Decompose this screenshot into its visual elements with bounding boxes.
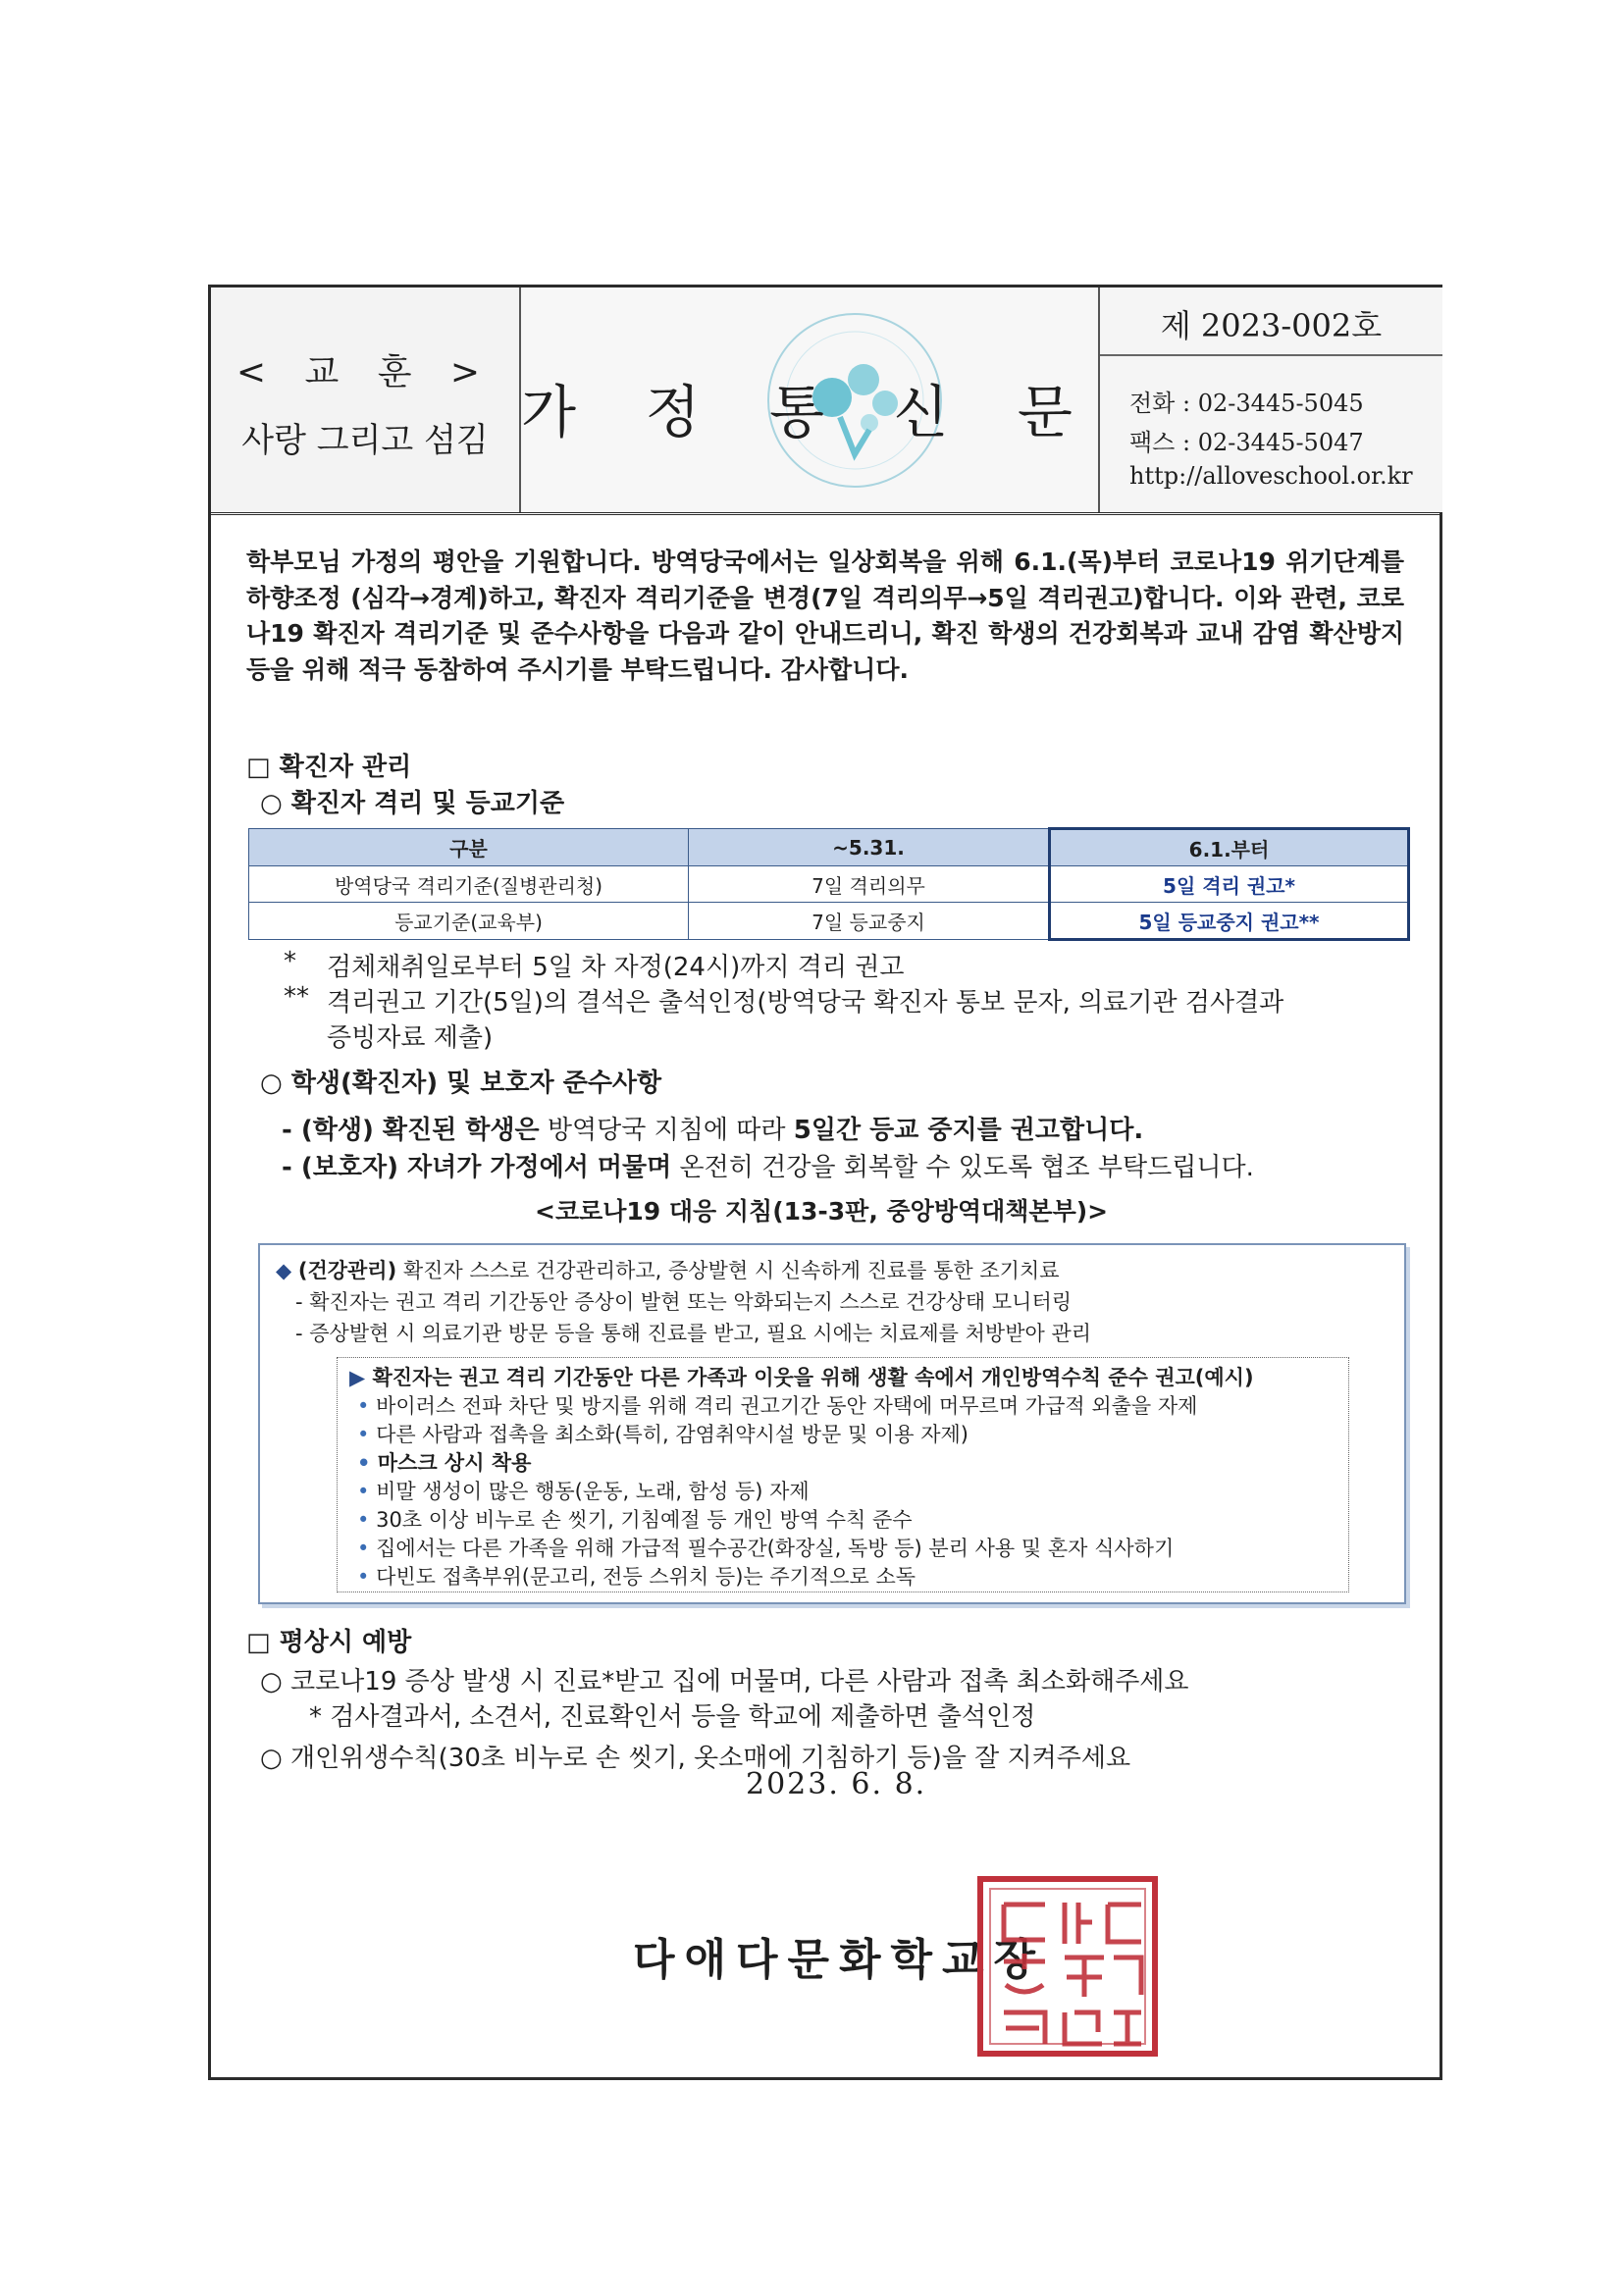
student-bold-2: 5일간 등교 중지를 권고합니다. xyxy=(793,1116,1144,1145)
table-header: 6.1.부터 xyxy=(1050,829,1409,866)
table-header-row xyxy=(249,829,1409,866)
example-heading xyxy=(349,1362,1254,1391)
guide-dash-2: - 증상발현 시 의료기관 방문 등을 통해 진료를 받고, 필요 시에는 치료제를 처방받아 관리 xyxy=(295,1322,1092,1345)
table-cell: 7일 등교중지 xyxy=(689,903,1050,940)
example-box xyxy=(337,1357,1349,1592)
criteria-table xyxy=(248,827,1410,941)
document-title: 가 정 통 신 문 xyxy=(521,379,1098,445)
issue-number: 제 2023-002호 xyxy=(1160,307,1383,344)
section-title-management: □ 확진자 관리 xyxy=(246,753,412,782)
student-text: 방역당국 지침에 따라 xyxy=(539,1116,794,1145)
table-cell: 등교기준(교육부) xyxy=(249,903,689,940)
table-header: 구분 xyxy=(249,829,689,866)
list-item-text: 마스크 상시 착용 xyxy=(377,1451,532,1475)
list-item-text: 다른 사람과 접촉을 최소화(특히, 감염취약시설 방문 및 이용 자제) xyxy=(376,1423,969,1446)
guide-title: <코로나19 대응 지침(13-3판, 중앙방역대책본부)> xyxy=(535,1197,1109,1226)
official-seal xyxy=(976,1875,1159,2058)
footnote-1: 검체채취일로부터 5일 차 자정(24시)까지 격리 권고 xyxy=(327,953,905,982)
guide-heading-text: 확진자 스스로 건강관리하고, 증상발현 시 신속하게 진료를 통한 조기치료 xyxy=(396,1259,1060,1282)
list-item-text: 비말 생성이 많은 행동(운동, 노래, 함성 등) 자제 xyxy=(376,1480,810,1503)
list-item xyxy=(357,1504,913,1534)
table-row xyxy=(249,866,1409,903)
list-item-text: 바이러스 전파 차단 및 방지를 위해 격리 권고기간 동안 자택에 머무르며 가급적 외출을 자제 xyxy=(376,1394,1198,1418)
guardian-instruction xyxy=(282,1147,1254,1183)
list-item-text: 30초 이상 비누로 손 씻기, 기침예절 등 개인 방역 수칙 준수 xyxy=(376,1508,913,1532)
list-item-text: 집에서는 다른 가족을 위해 가급적 필수공간(화장실, 독방 등) 분리 사용 및 혼자 식사하기 xyxy=(376,1537,1175,1560)
bullet-icon: • xyxy=(357,1480,370,1503)
triangle-icon: ▶ xyxy=(349,1366,366,1389)
list-item-text: 다빈도 접촉부위(문고리, 전등 스위치 등)는 주기적으로 소독 xyxy=(376,1565,916,1589)
bullet-icon: • xyxy=(357,1508,370,1532)
footnote-2: 격리권고 기간(5일)의 결석은 출석인정(방역당국 확진자 통보 문자, 의료기관 검사결과 xyxy=(327,988,1284,1018)
example-heading-text: 확진자는 권고 격리 기간동안 다른 가족과 이웃을 위해 생활 속에서 개인방역수칙 준수 권고(예시) xyxy=(372,1366,1254,1389)
intro-paragraph: 학부모님 가정의 평안을 기원합니다. 방역당국에서는 일상회복을 위해 6.1.(목)부터 코로나19 위기단계를 하향조정 (심각→경계)하고, 확진자 격리기준을 변경(7일 격리의무→5일 격리권고)합니다. 이와 관련, 코로나19 확진자 격리기준 및 준수사항을 다음과 같이 안내드리니, 확진 학생의 건강회복과 교내 감염 확산방지 등을 위해 적극 동참하여 주시기를 부탁드립니다. 감사합니다. xyxy=(246,548,1404,684)
motto-cell xyxy=(211,287,521,512)
prevention-item-1: ○ 코로나19 증상 발생 시 진료*받고 집에 머물며, 다른 사람과 접촉 최소화해주세요 xyxy=(260,1667,1189,1696)
student-bold: - (학생) 확진된 학생은 xyxy=(282,1116,540,1145)
divider xyxy=(1100,354,1442,356)
document-frame xyxy=(208,285,1442,2080)
guideline-box xyxy=(258,1243,1406,1604)
table-cell: 5일 격리 권고* xyxy=(1050,866,1409,903)
bullet-icon: • xyxy=(357,1537,370,1560)
guide-dash-1: - 확진자는 권고 격리 기간동안 증상이 발현 또는 악화되는지 스스로 건강상태 모니터링 xyxy=(295,1290,1073,1314)
issue-date: 2023. 6. 8. xyxy=(746,1767,927,1801)
subsection-compliance: ○ 학생(확진자) 및 보호자 준수사항 xyxy=(260,1069,662,1098)
motto-text: 사랑 그리고 섬김 xyxy=(241,421,489,460)
website-link[interactable]: http://alloveschool.or.kr xyxy=(1129,462,1413,490)
guide-heading xyxy=(276,1255,1060,1284)
table-cell: 7일 격리의무 xyxy=(689,866,1050,903)
diamond-icon: ◆ xyxy=(276,1259,292,1282)
guide-heading-bold: (건강관리) xyxy=(297,1259,397,1282)
school-principal: 다애다문화학교장 xyxy=(633,1935,1046,1985)
student-instruction xyxy=(282,1110,1143,1146)
list-item xyxy=(357,1476,810,1505)
guardian-text: 온전히 건강을 회복할 수 있도록 협조 부탁드립니다. xyxy=(671,1153,1254,1182)
table-header: ~5.31. xyxy=(689,829,1050,866)
info-cell xyxy=(1100,287,1442,512)
bullet-icon: • xyxy=(357,1451,371,1475)
guardian-bold: - (보호자) 자녀가 가정에서 머물며 xyxy=(282,1153,672,1182)
list-item xyxy=(357,1533,1174,1562)
prevention-item-2: ○ 개인위생수칙(30초 비누로 손 씻기, 옷소매에 기침하기 등)을 잘 지켜주세요 xyxy=(260,1744,1131,1773)
phone-number: 전화 : 02-3445-5045 xyxy=(1129,390,1364,417)
footnote-mark: ** xyxy=(284,982,309,1012)
header xyxy=(211,287,1440,515)
footnote-mark: * xyxy=(284,947,296,976)
subsection-isolation-criteria: ○ 확진자 격리 및 등교기준 xyxy=(260,789,565,818)
motto-title: < 교 훈 > xyxy=(236,352,495,392)
table-cell: 방역당국 격리기준(질병관리청) xyxy=(249,866,689,903)
list-item xyxy=(357,1561,916,1591)
bullet-icon: • xyxy=(357,1394,370,1418)
bullet-icon: • xyxy=(357,1565,370,1589)
table-row xyxy=(249,903,1409,940)
section-title-prevention: □ 평상시 예방 xyxy=(246,1628,412,1657)
title-cell xyxy=(521,287,1100,512)
table-cell: 5일 등교중지 권고** xyxy=(1050,903,1409,940)
prevention-note: * 검사결과서, 소견서, 진료확인서 등을 학교에 제출하면 출석인정 xyxy=(309,1702,1036,1732)
fax-number: 팩스 : 02-3445-5047 xyxy=(1129,429,1364,456)
bullet-icon: • xyxy=(357,1423,370,1446)
list-item xyxy=(357,1447,531,1477)
list-item xyxy=(357,1390,1197,1420)
footnote-2-cont: 증빙자료 제출) xyxy=(327,1023,494,1053)
list-item xyxy=(357,1419,969,1448)
